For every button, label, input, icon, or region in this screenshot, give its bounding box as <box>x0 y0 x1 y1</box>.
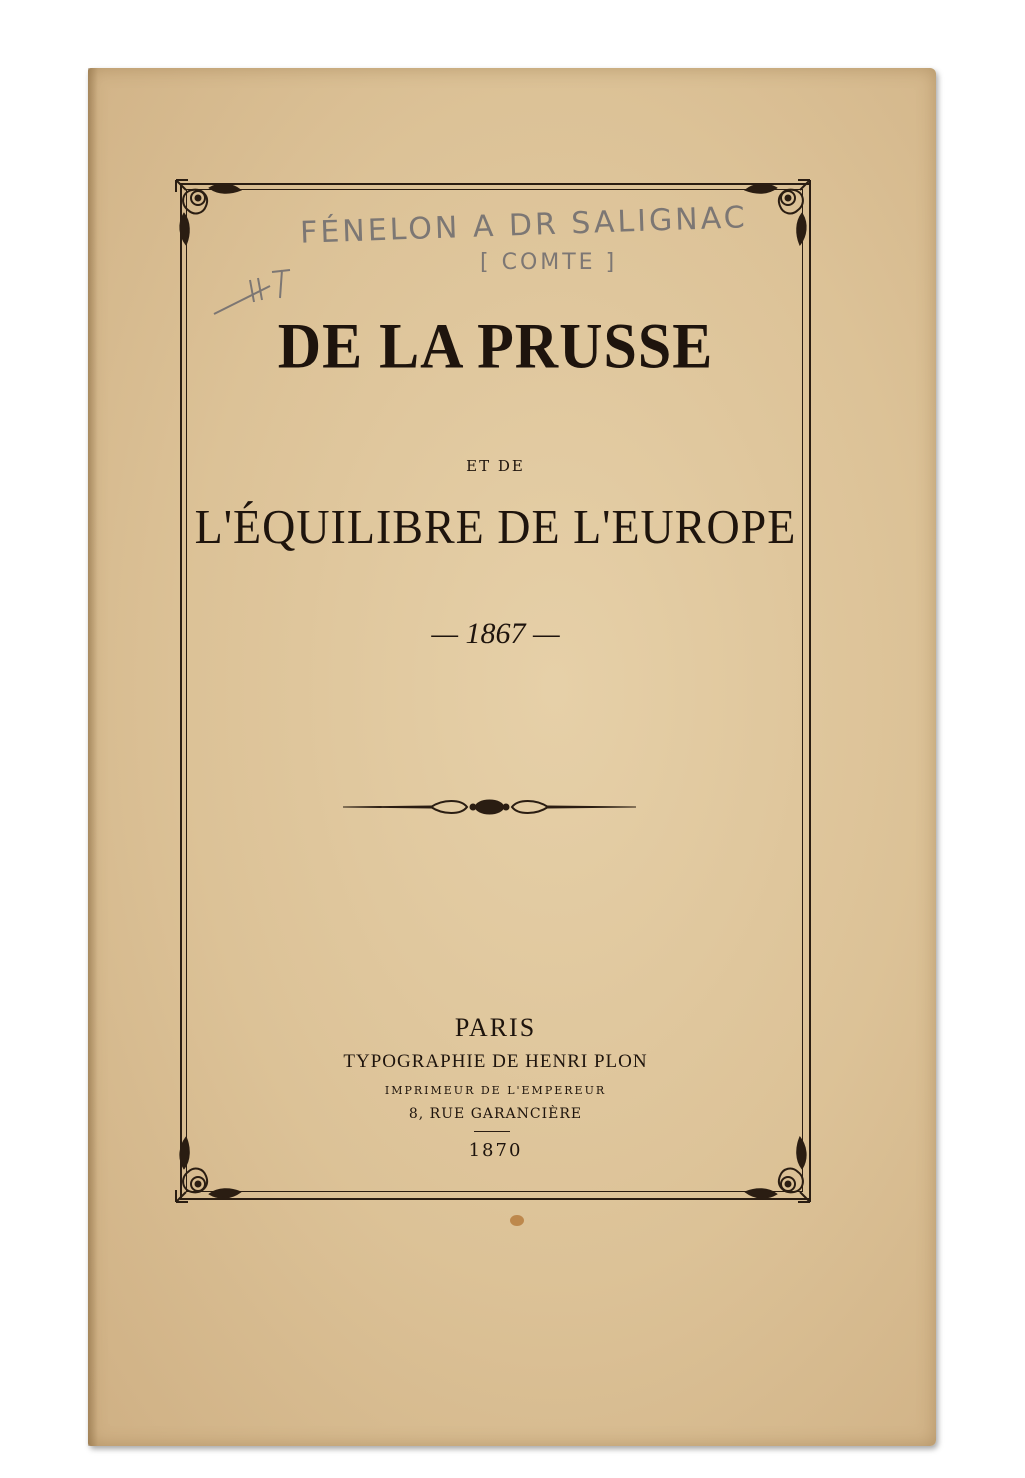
title-connector: ET DE <box>466 457 525 475</box>
imprint-city: PARIS <box>454 1013 537 1042</box>
book-subtitle: L'ÉQUILIBRE DE L'EUROPE <box>194 499 797 554</box>
imprint-address: 8, RUE GARANCIÈRE <box>408 1106 583 1122</box>
imprint-rule <box>474 1131 510 1132</box>
handwritten-note-bracket: [ COMTE ] <box>480 250 618 275</box>
paper-stain <box>510 1215 524 1226</box>
imprint-publisher: TYPOGRAPHIE DE HENRI PLON <box>343 1051 648 1072</box>
book-title: DE LA PRUSSE <box>277 310 714 382</box>
handwritten-note: FÉNELON A DR SALIGNAC <box>299 200 749 251</box>
imprint-year: 1870 <box>468 1140 523 1161</box>
edition-year: — 1867 — <box>431 617 560 650</box>
imprint-printer-title: IMPRIMEUR DE L'EMPEREUR <box>384 1084 607 1097</box>
corner-ornament-icon <box>170 174 248 252</box>
corner-ornament-icon <box>738 174 816 252</box>
cover-spine-edge <box>88 68 98 1446</box>
divider-ornament-icon <box>343 795 636 819</box>
